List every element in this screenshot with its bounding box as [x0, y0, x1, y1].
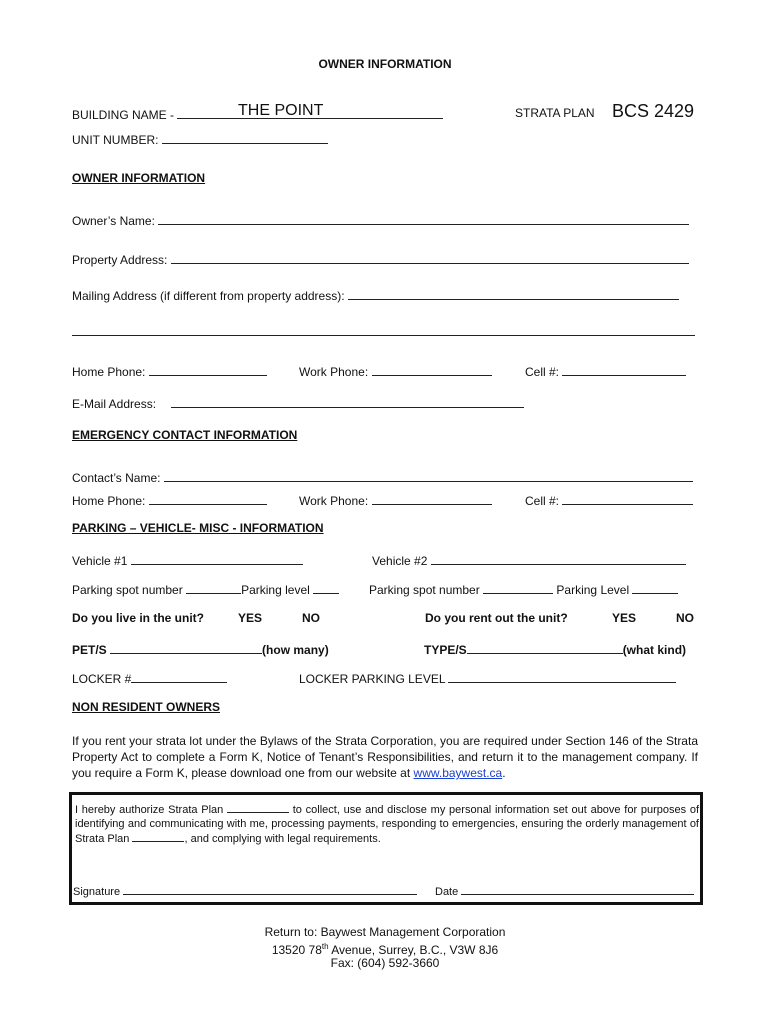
auth-strata-plan-field[interactable]	[227, 802, 289, 813]
non-resident-heading: NON RESIDENT OWNERS	[72, 700, 221, 714]
property-address-label: Property Address:	[72, 253, 168, 267]
website-link[interactable]: www.baywest.ca	[413, 766, 503, 780]
vehicle2-row	[372, 552, 686, 568]
vehicle1-field[interactable]	[131, 552, 303, 565]
cell-field[interactable]	[562, 363, 686, 376]
mailing-address-field[interactable]	[348, 287, 679, 300]
unit-number-row	[72, 131, 328, 147]
parking-row-1	[72, 581, 339, 597]
pet-type-field[interactable]	[467, 641, 623, 654]
contact-home-phone-field[interactable]	[149, 492, 267, 505]
pet-type-suffix: (what kind)	[622, 643, 687, 657]
work-phone-label: Work Phone:	[299, 365, 369, 379]
email-row	[72, 395, 524, 411]
mailing-address-line2	[72, 323, 695, 339]
auth-strata-plan-field-2[interactable]	[132, 831, 184, 842]
strata-plan-value: BCS 2429	[612, 101, 695, 121]
parking-spot-field-2[interactable]	[483, 581, 553, 594]
mailing-address-label: Mailing Address (if different from property address):	[72, 289, 345, 303]
contact-cell-row	[525, 492, 693, 508]
date-label: Date	[435, 886, 459, 898]
strata-plan-label: STRATA PLAN	[515, 106, 595, 120]
locker-field[interactable]	[131, 670, 227, 683]
owner-name-label: Owner’s Name:	[72, 214, 155, 228]
email-label: E-Mail Address:	[72, 397, 157, 411]
live-question: Do you live in the unit?	[72, 611, 204, 625]
parking-row-2	[369, 581, 678, 597]
pet-type-row	[424, 641, 686, 657]
home-phone-label: Home Phone:	[72, 365, 146, 379]
signature-label: Signature	[73, 886, 121, 898]
owner-name-row	[72, 212, 689, 228]
vehicle1-row	[72, 552, 303, 568]
owner-cell-row	[525, 363, 686, 379]
non-resident-text: If you rent your strata lot under the Bylaws of the Strata Corporation, you are required under Section 146 of the Strata Property Act to complete a Form K, Notice of Tenant’s Responsibilities, and return it to the management company. If you require a Form K, please download one from our website at	[72, 734, 698, 780]
owner-work-phone-row	[299, 363, 492, 379]
property-address-row	[72, 251, 689, 267]
contact-cell-field[interactable]	[562, 492, 693, 505]
locker-level-row	[299, 670, 676, 686]
mailing-address-row	[72, 287, 679, 303]
page-title: OWNER INFORMATION	[318, 57, 452, 71]
owner-section-heading: OWNER INFORMATION	[72, 171, 206, 185]
parking-spot-field[interactable]	[186, 581, 241, 594]
vehicle1-label: Vehicle #1	[72, 554, 128, 568]
parking-spot-label-2: Parking spot number	[369, 583, 480, 597]
contact-cell-label: Cell #:	[525, 494, 560, 508]
pets-label: PET/S	[72, 643, 107, 657]
rent-no-option[interactable]: NO	[676, 611, 694, 625]
footer-company: Return to: Baywest Management Corporation	[264, 925, 506, 939]
signature-field[interactable]	[123, 884, 417, 895]
vehicle2-label: Vehicle #2	[372, 554, 428, 568]
building-name-value: THE POINT	[238, 102, 324, 119]
contact-home-phone-row	[72, 492, 267, 508]
email-field[interactable]	[171, 395, 524, 408]
contact-work-phone-row	[299, 492, 492, 508]
work-phone-field[interactable]	[372, 363, 492, 376]
footer-address-pre: 13520 78	[271, 943, 322, 957]
home-phone-field[interactable]	[149, 363, 267, 376]
emergency-section-heading: EMERGENCY CONTACT INFORMATION	[72, 428, 298, 442]
locker-level-field[interactable]	[448, 670, 676, 683]
parking-spot-label: Parking spot number	[72, 583, 183, 597]
live-no-option[interactable]: NO	[302, 611, 320, 625]
pets-field[interactable]	[110, 641, 262, 654]
contact-name-label: Contact’s Name:	[72, 471, 161, 485]
contact-name-field[interactable]	[164, 469, 693, 482]
vehicle2-field[interactable]	[431, 552, 686, 565]
parking-level-field-2[interactable]	[632, 581, 678, 594]
pets-suffix: (how many)	[262, 643, 329, 657]
unit-number-field[interactable]	[162, 131, 328, 144]
rent-yes-option[interactable]: YES	[612, 611, 637, 625]
building-name-label: BUILDING NAME -	[72, 108, 175, 122]
pet-type-label: TYPE/S	[424, 643, 467, 657]
parking-level-field[interactable]	[313, 581, 339, 594]
contact-home-phone-label: Home Phone:	[72, 494, 146, 508]
authorization-text	[75, 802, 699, 846]
contact-name-row	[72, 469, 693, 485]
footer-address-post: Avenue, Surrey, B.C., V3W 8J6	[328, 943, 499, 957]
parking-level-label-2: Parking Level	[556, 583, 630, 597]
locker-label: LOCKER #	[72, 672, 132, 686]
cell-label: Cell #:	[525, 365, 560, 379]
footer-address-sup: th	[321, 942, 329, 951]
unit-number-label: UNIT NUMBER:	[72, 133, 159, 147]
live-yes-option[interactable]: YES	[238, 611, 263, 625]
authorization-box	[69, 792, 703, 905]
footer-fax: Fax: (604) 592-3660	[330, 956, 440, 970]
mailing-address-field-2[interactable]	[72, 323, 695, 336]
property-address-field[interactable]	[171, 251, 689, 264]
auth-text-1: I hereby authorize Strata Plan	[75, 804, 224, 816]
contact-work-phone-field[interactable]	[372, 492, 492, 505]
auth-text-3: , and complying with legal requirements.	[184, 833, 381, 845]
date-row	[435, 884, 694, 898]
rent-question: Do you rent out the unit?	[425, 611, 568, 625]
signature-row	[73, 884, 417, 898]
contact-work-phone-label: Work Phone:	[299, 494, 369, 508]
locker-level-label: LOCKER PARKING LEVEL	[299, 672, 446, 686]
owner-name-field[interactable]	[158, 212, 689, 225]
locker-row	[72, 670, 227, 686]
date-field[interactable]	[461, 884, 694, 895]
auth-text-2: to collect, use and disclose my personal information set out above for purposes of identifying and communicating with me, processing payments, responding to emergencies, ensuring the orderly management of Strata Plan	[75, 804, 700, 845]
owner-home-phone-row	[72, 363, 267, 379]
pets-row	[72, 641, 329, 657]
parking-section-heading: PARKING – VEHICLE- MISC - INFORMATION	[72, 521, 324, 535]
non-resident-paragraph: If you rent your strata lot under the Bylaws of the Strata Corporation, you are required under Section 146 of the Strata Property Act to complete a Form K, Notice of Tenant’s Responsibilities, and return it to the management company. If you require a Form K, please download one from our website at www.baywest.ca.	[72, 734, 698, 780]
parking-level-label: Parking level	[241, 583, 310, 597]
